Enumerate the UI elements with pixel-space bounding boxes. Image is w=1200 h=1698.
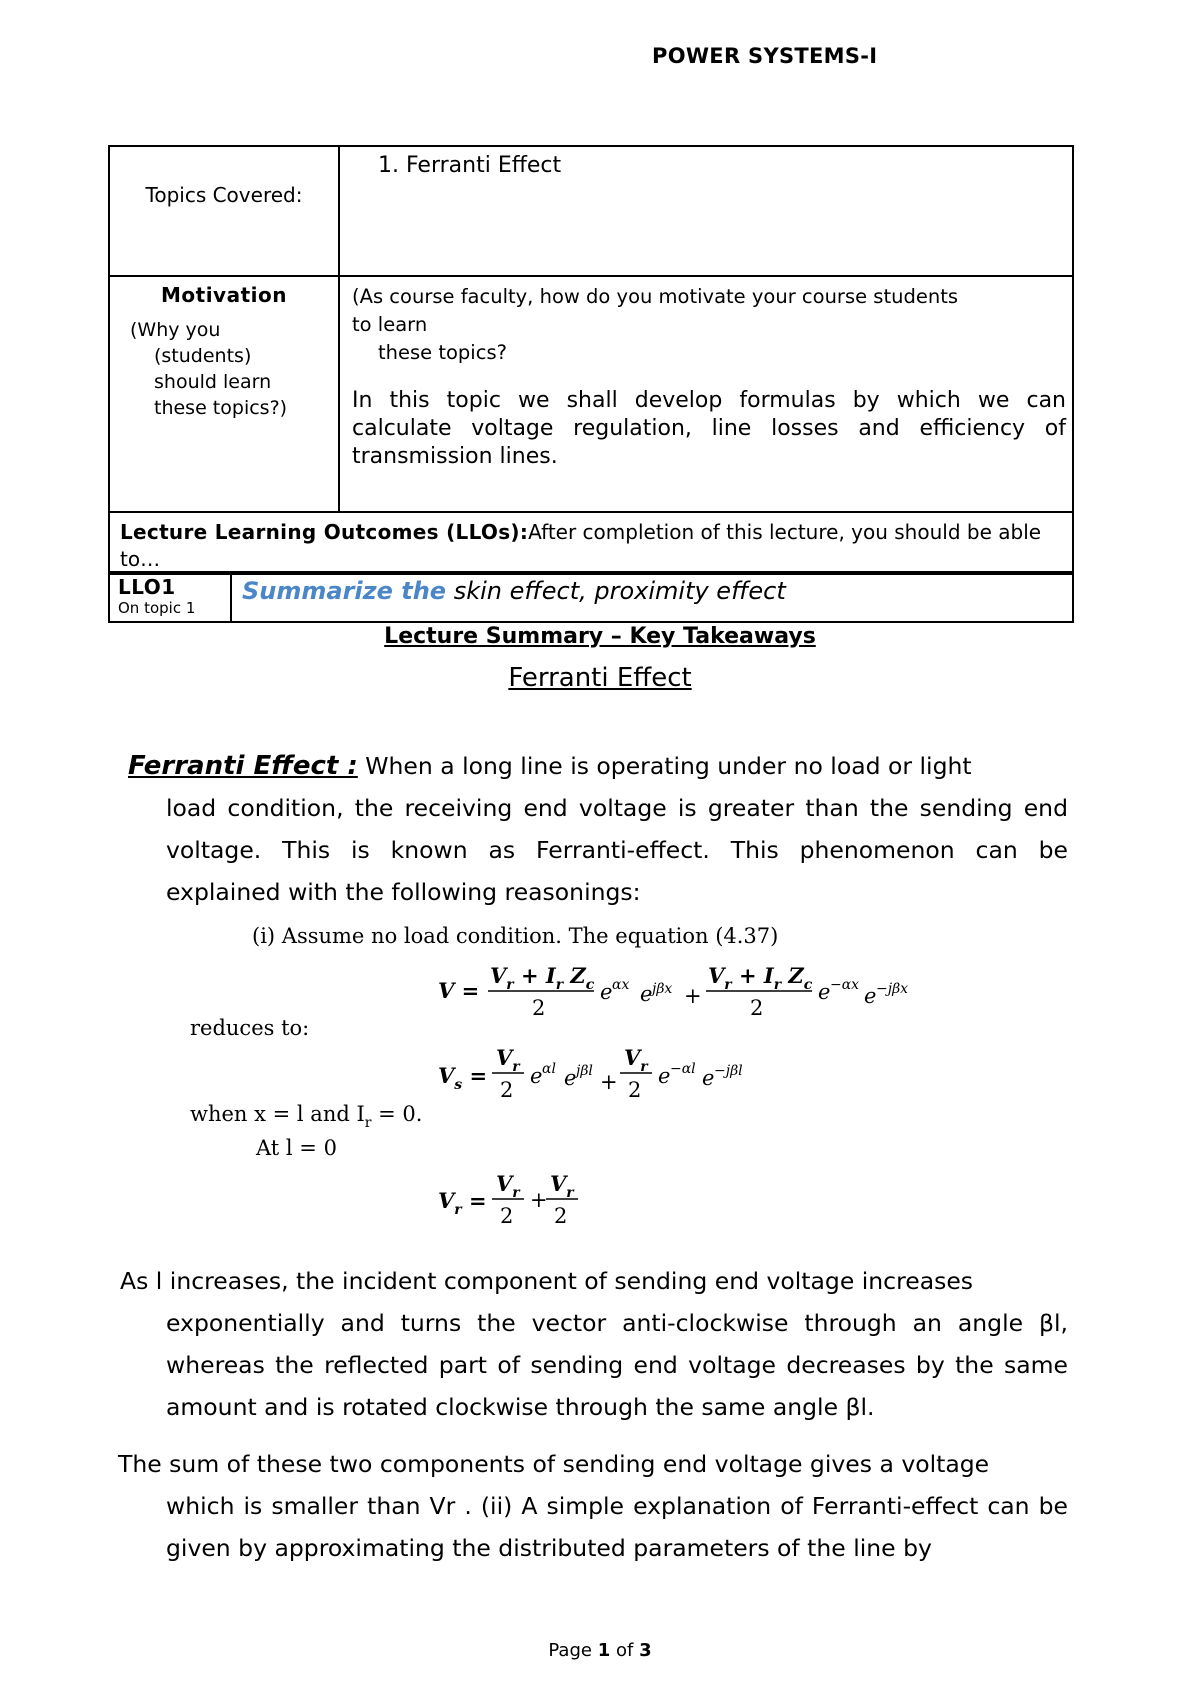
svg-text:Vr: $V_r$ (496, 1171, 520, 1201)
motivation-text: In this topic we shall develop formulas by which we can calculate voltage regulation, line losses and efficiency of transmission lines. (352, 388, 1066, 469)
p2-first-line: As l increases, the incident component of sending end voltage increases (120, 1267, 974, 1295)
p2-rest: exponentially and turns the vector anti-clockwise through an angle βl, whereas the reflected part of sending end voltage decreases by the same amount and is rotated clockwise through the same angle βl. (166, 1309, 1068, 1421)
svg-text:2: 2 (554, 1204, 568, 1228)
section-title: Ferranti Effect (508, 663, 692, 693)
paragraph-incident (120, 1260, 1068, 1428)
equation-general (438, 963, 908, 1020)
motivation-content-cell (339, 276, 1073, 512)
page-header-title: POWER SYSTEMS-I (652, 44, 878, 68)
svg-text:e: e (600, 980, 613, 1004)
motivation-prompt: these topics? (378, 341, 507, 364)
footer-page-word: Page (548, 1640, 592, 1661)
svg-text:Vr + Ir Zc: $V_r + I_r$ $Z_c$ (708, 963, 813, 993)
svg-text:e: e (564, 1066, 577, 1090)
llo-table (108, 571, 1074, 623)
eq-at: At l = 0 (256, 1136, 337, 1160)
p1-rest: load condition, the receiving end voltage is greater than the sending end voltage. This is known as Ferranti-effect. This phenomenon can be explained with the following reasonings: (166, 794, 1068, 906)
p1-first-line: When a long line is operating under no load or light (365, 752, 972, 780)
svg-text:−jβx: −jβx (876, 981, 909, 997)
svg-text:Vr + Ir Zc: $V_r + I_r$ $Z_c$ (490, 963, 595, 993)
svg-text:+: + (600, 1070, 618, 1094)
motivation-label-cell (109, 276, 339, 512)
page-footer (0, 1640, 1200, 1661)
svg-text:e: e (818, 980, 831, 1004)
svg-text:Vr: $V_r$ (624, 1045, 648, 1075)
svg-text:e: e (702, 1066, 715, 1090)
equation-figure (180, 925, 940, 1245)
svg-text:V =: V = (438, 978, 480, 1003)
llo-heading: Lecture Learning Outcomes (LLOs): (120, 520, 529, 544)
svg-text:2: 2 (750, 996, 764, 1020)
svg-text:e: e (640, 982, 653, 1006)
ferranti-definition (128, 745, 1068, 913)
summary-title: Lecture Summary – Key Takeaways (384, 624, 816, 649)
llo1-code-cell (109, 572, 231, 622)
eq-intro: (i) Assume no load condition. The equation (4.37) (252, 925, 779, 948)
svg-text:Vr =: $V_r$ = (438, 1188, 487, 1218)
svg-text:−αl: −αl (670, 1061, 696, 1077)
footer-total-pages: 3 (639, 1640, 652, 1661)
llo1-verb: Summarize the (242, 577, 447, 605)
svg-text:Vr: $V_r$ (550, 1171, 574, 1201)
llo1-outcome-cell (231, 572, 1073, 622)
motivation-prompt: to learn (352, 313, 428, 336)
llo-intro-cell (109, 512, 1073, 574)
svg-text:jβl: jβl (576, 1063, 593, 1079)
motivation-prompt: (As course faculty, how do you motivate your course students (352, 285, 959, 308)
svg-text:2: 2 (500, 1078, 514, 1102)
motivation-sub-line: (Why you (130, 319, 221, 341)
topics-label: Topics Covered: (109, 146, 339, 276)
svg-text:e: e (658, 1064, 671, 1088)
svg-text:−αx: −αx (830, 977, 860, 993)
llo1-topic: On topic 1 (118, 599, 196, 617)
motivation-sub-line: should learn (154, 371, 272, 393)
svg-text:2: 2 (628, 1078, 642, 1102)
llo1-code: LLO1 (118, 575, 176, 599)
llo1-text: skin effect, proximity effect (453, 577, 786, 605)
paragraph-sum (118, 1443, 1068, 1569)
svg-text:2: 2 (532, 996, 546, 1020)
equation-sending (438, 1045, 743, 1102)
motivation-heading: Motivation (161, 283, 287, 307)
llo-intro: After completion of this lecture, you should be able to… (120, 520, 1042, 571)
topics-list (339, 146, 1073, 276)
term-ferranti: Ferranti Effect : (128, 751, 358, 781)
eq-reduces: reduces to: (190, 1016, 310, 1040)
svg-text:e: e (864, 984, 877, 1008)
svg-text:Vr: $V_r$ (496, 1045, 520, 1075)
svg-text:Vs =: $V_s$ = (438, 1063, 488, 1093)
motivation-sub-line: these topics?) (154, 397, 288, 419)
p3-rest: which is smaller than Vr . (ii) A simple explanation of Ferranti-effect can be given by approximating the distributed parameters of the line by (166, 1492, 1068, 1562)
svg-text:+: + (684, 984, 702, 1008)
motivation-subtext (130, 317, 338, 421)
svg-text:+: + (530, 1188, 548, 1212)
equation-svg (180, 925, 940, 1245)
svg-text:2: 2 (500, 1204, 514, 1228)
svg-text:e: e (530, 1064, 543, 1088)
svg-text:αl: αl (542, 1061, 556, 1077)
p3-first-line: The sum of these two components of sending end voltage gives a voltage (118, 1450, 990, 1478)
footer-current-page: 1 (597, 1640, 611, 1661)
motivation-sub-line: (students) (154, 345, 252, 367)
svg-text:αx: αx (612, 977, 630, 993)
footer-of-word: of (615, 1640, 634, 1661)
svg-text:−jβl: −jβl (714, 1063, 743, 1079)
equation-receiving (438, 1171, 578, 1228)
lecture-info-table (108, 145, 1074, 575)
topic-item: 1. Ferranti Effect (378, 153, 562, 178)
svg-text:jβx: jβx (652, 981, 673, 997)
eq-when: when x = l and $I_r = 0$. (190, 1102, 423, 1131)
